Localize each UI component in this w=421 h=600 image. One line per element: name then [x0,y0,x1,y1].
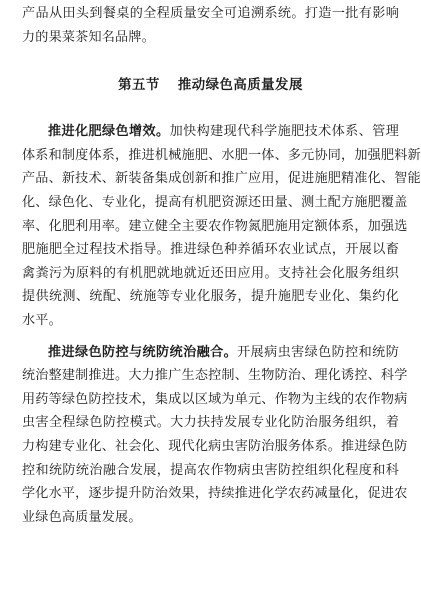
text-line: 率、化肥利用率。建立健全主要农作物氮肥施用定额体系，加强选 [22,218,408,234]
paragraph-lead: 推进化肥绿色增效。 [48,124,170,140]
text-line: 力的果菜茶知名品牌。 [22,29,155,45]
text-line: 虫害全程绿色防控模式。大力扶持发展专业化防治服务组织，着 [22,415,399,431]
text-line [22,341,399,365]
text-line [22,120,399,144]
text-line: 产品从田头到餐桌的全程质量安全可追溯系统。打造一批有影响 [22,6,399,21]
text-line: 提供统测、统配、统施等专业化服务，提升施肥专业化、集约化 [22,289,399,305]
paragraph-fertilizer [22,120,421,332]
text-line: 化、绿色化、专业化，提高有机肥资源还田量、测土配方施肥覆盖 [22,194,408,210]
section-heading [22,74,399,98]
text-line: 产品、新技术、新装备集成创新和推广应用，促进施肥精准化、智能 [22,171,421,187]
section-title: 推动绿色高质量发展 [177,78,303,94]
text-run: 开展病虫害绿色防控和统防 [237,344,399,360]
text-line: 力构建专业化、社会化、现代化病虫害防治服务体系。推进绿色防 [22,438,408,454]
text-line: 学化水平，逐步提升防治效果，持续推进化学农药减量化，促进农 [22,486,408,502]
text-run: 加快构建现代科学施肥技术体系、管理 [169,124,399,140]
section-number: 第五节 [118,78,160,94]
text-line: 体系和制度体系，推进机械施肥、水肥一体、多元协同，加强肥料新 [22,147,421,163]
text-line: 禽粪污为原料的有机肥就地就近还田应用。支持社会化服务组织 [22,265,399,281]
text-line: 业绿色高质量发展。 [22,509,142,525]
text-line: 统治整建制推进。大力推广生态控制、生物防治、理化诱控、科学 [22,368,408,384]
paragraph-lead: 推进绿色防控与统防统治融合。 [48,344,238,360]
intro-paragraph [22,2,399,49]
text-line: 用药等绿色防控技术，集成以区域为单元、作物为主线的农作物病 [22,391,408,407]
text-line: 控和统防统治融合发展，提高农作物病虫害防控组织化程度和科 [22,462,399,478]
text-line: 肥施肥全过程技术指导。推进绿色种养循环农业试点，开展以畜 [22,242,399,258]
text-line: 水平。 [22,312,62,328]
paragraph-pest-control [22,341,408,530]
